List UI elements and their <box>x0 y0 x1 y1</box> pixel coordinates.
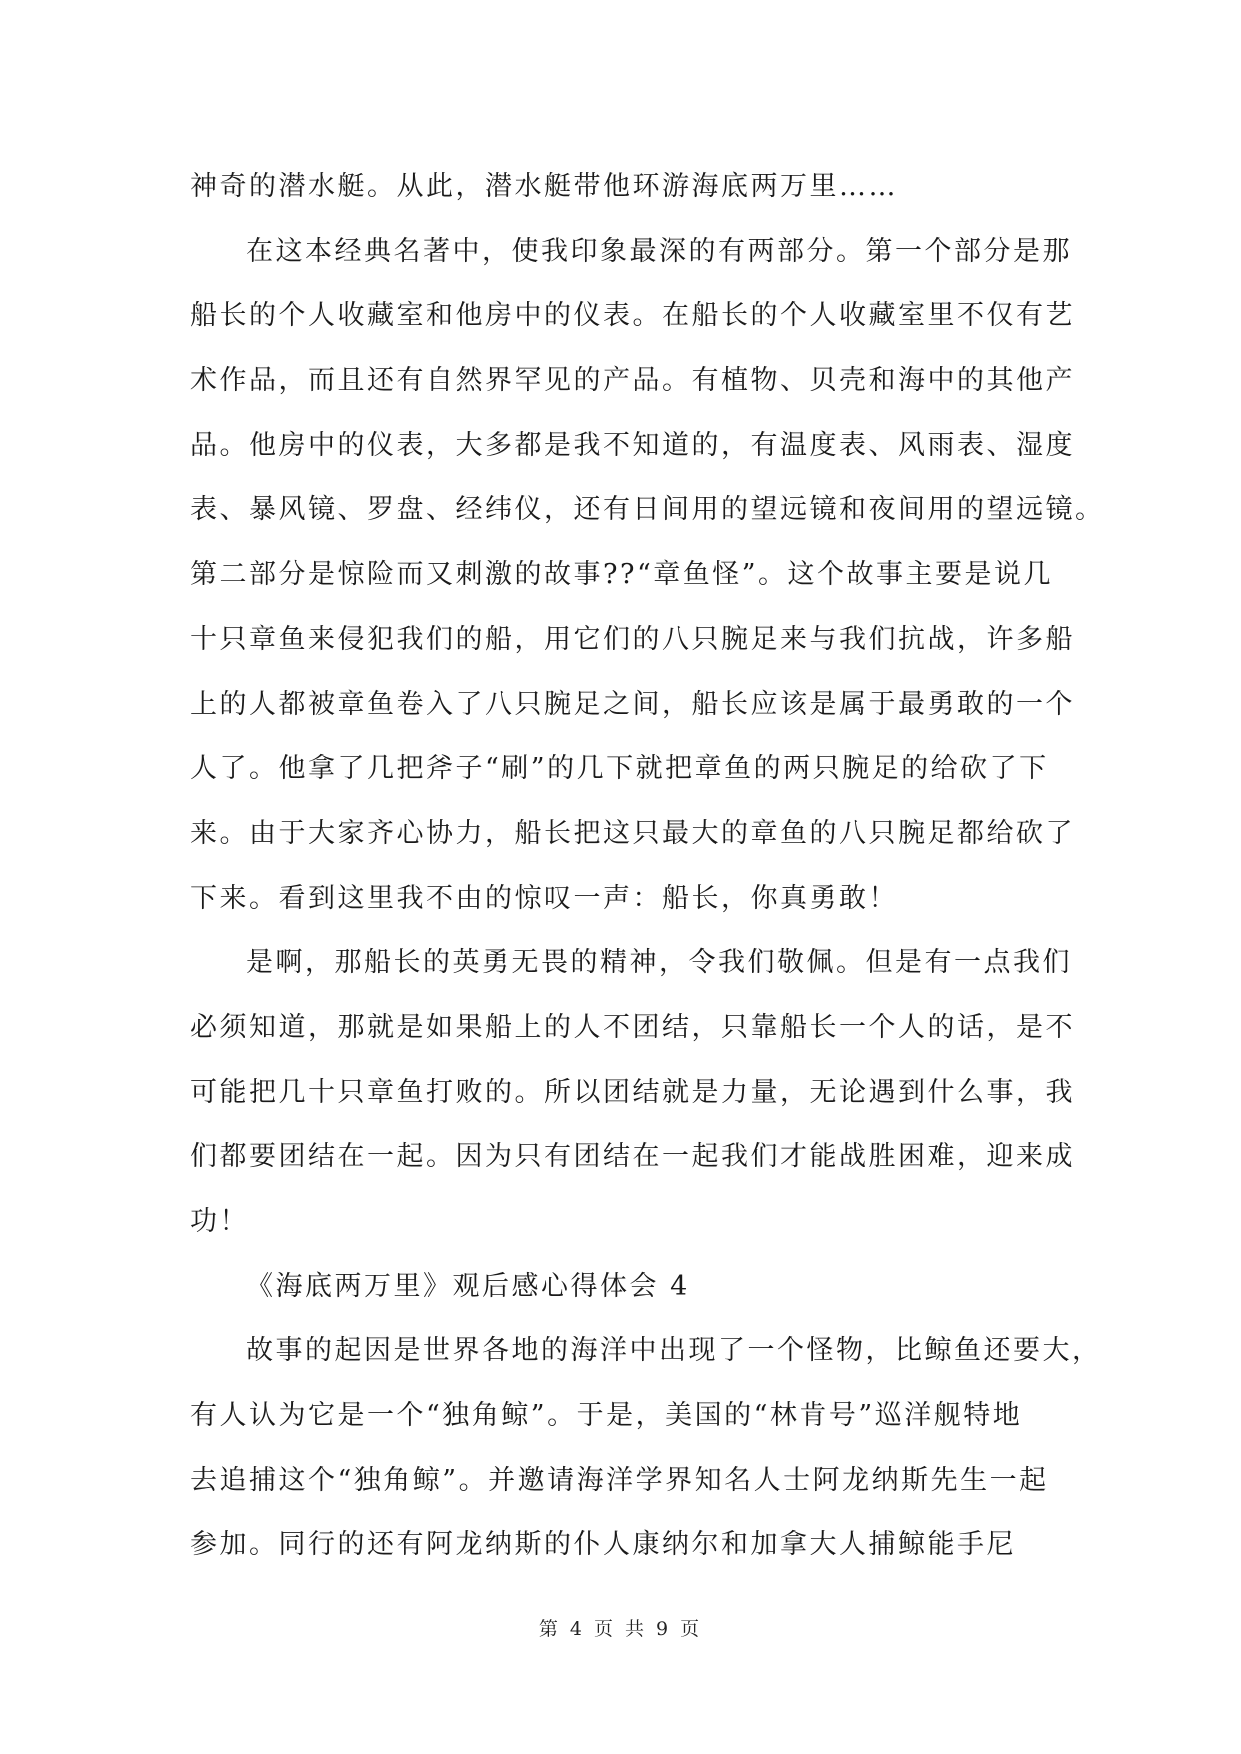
text-line: 人了。他拿了几把斧子“刷”的几下就把章鱼的两只腕足的给砍了下 <box>190 753 1049 785</box>
text-line: 必须知道，那就是如果船上的人不团结，只靠船长一个人的话，是不 <box>190 1011 1075 1043</box>
text-line: 功！ <box>190 1206 249 1237</box>
text-line: 第二部分是惊险而又刺激的故事??“章鱼怪”。这个故事主要是说几 <box>190 559 1054 591</box>
text-line: 参加。同行的还有阿龙纳斯的仆人康纳尔和加拿大人捕鲸能手尼 <box>190 1529 1016 1561</box>
section-heading: 《海底两万里》观后感心得体会 4 <box>246 1270 690 1302</box>
body-text <box>190 155 1105 1578</box>
text-line: 去追捕这个“独角鲸”。并邀请海洋学界知名人士阿龙纳斯先生一起 <box>190 1464 1049 1496</box>
text-line: 船长的个人收藏室和他房中的仪表。在船长的个人收藏室里不仅有艺 <box>190 300 1075 332</box>
text-line: 们都要团结在一起。因为只有团结在一起我们才能战胜困难，迎来成 <box>190 1141 1075 1173</box>
text-line: 可能把几十只章鱼打败的。所以团结就是力量，无论遇到什么事，我 <box>190 1076 1075 1108</box>
text-line: 来。由于大家齐心协力，船长把这只最大的章鱼的八只腕足都给砍了 <box>190 817 1075 849</box>
page-number-footer: 第 4 页 共 9 页 <box>538 1618 703 1640</box>
text-line: 有人认为它是一个“独角鲸”。于是，美国的“林肯号”巡洋舰特地 <box>190 1400 1023 1432</box>
text-line: 是啊，那船长的英勇无畏的精神，令我们敬佩。但是有一点我们 <box>246 947 1072 979</box>
text-line: 表、暴风镜、罗盘、经纬仪，还有日间用的望远镜和夜间用的望远镜。 <box>190 494 1105 526</box>
text-line: 十只章鱼来侵犯我们的船，用它们的八只腕足来与我们抗战，许多船 <box>190 623 1075 655</box>
text-line: 故事的起因是世界各地的海洋中出现了一个怪物，比鲸鱼还要大， <box>246 1335 1102 1367</box>
text-line: 在这本经典名著中，使我印象最深的有两部分。第一个部分是那 <box>246 235 1072 267</box>
text-line: 术作品，而且还有自然界罕见的产品。有植物、贝壳和海中的其他产 <box>190 365 1075 397</box>
text-line: 下来。看到这里我不由的惊叹一声：船长，你真勇敢！ <box>190 882 898 914</box>
text-line: 神奇的潜水艇。从此，潜水艇带他环游海底两万里…… <box>190 171 898 202</box>
text-line: 品。他房中的仪表，大多都是我不知道的，有温度表、风雨表、湿度 <box>190 429 1075 461</box>
text-line: 上的人都被章鱼卷入了八只腕足之间，船长应该是属于最勇敢的一个 <box>190 688 1075 720</box>
